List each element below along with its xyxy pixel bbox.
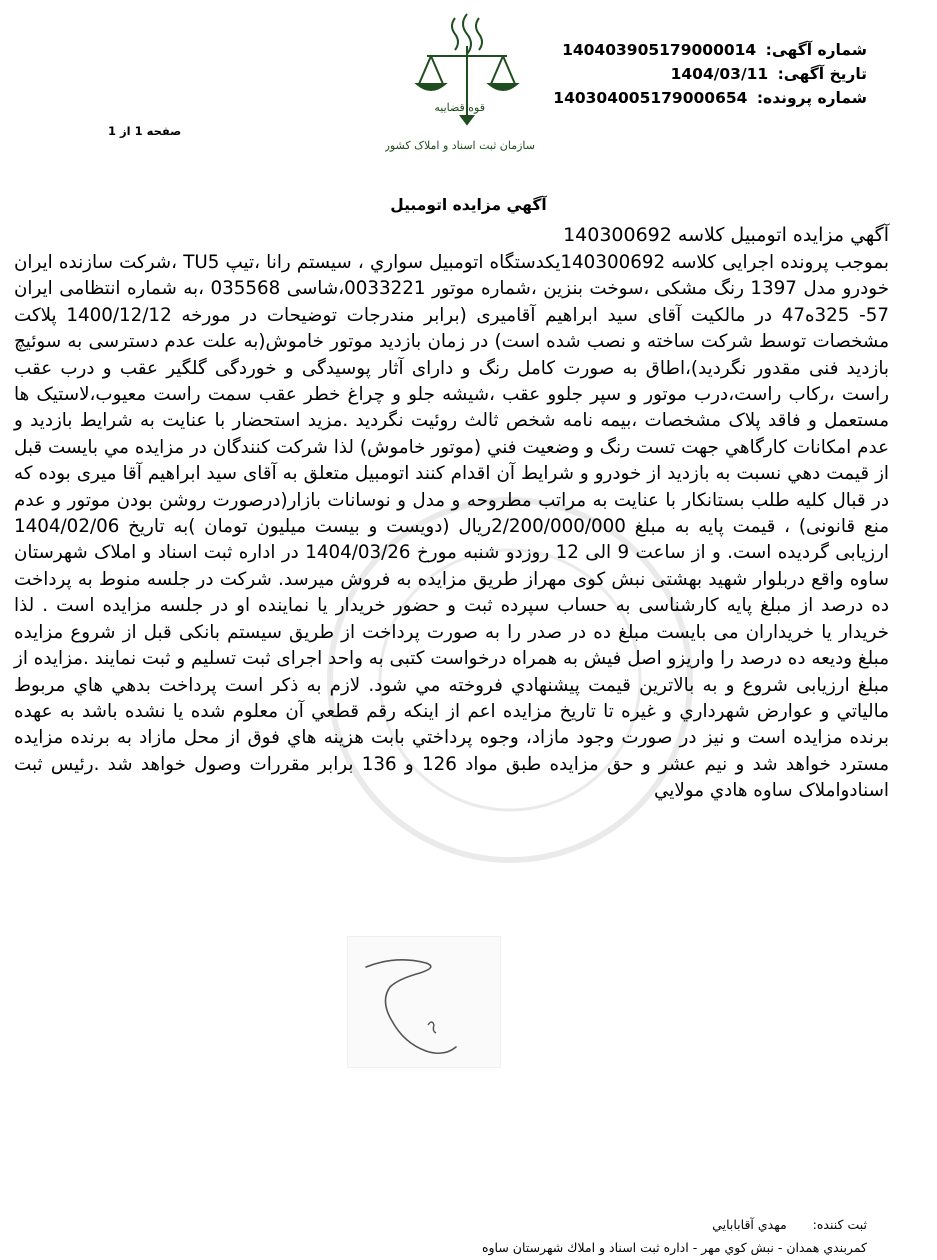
judiciary-emblem-icon bbox=[385, 6, 555, 156]
signature-image bbox=[347, 936, 501, 1068]
case-number-label: شماره پرونده: bbox=[756, 89, 867, 107]
ad-number: 140403905179000014 bbox=[562, 41, 757, 59]
ad-number-row bbox=[553, 38, 867, 62]
footer-address: كمربندي همدان - نبش كوي مهر - اداره ثبت اسناد و املاك شهرستان ساوه bbox=[481, 1240, 867, 1255]
svg-text:سازمان ثبت اسناد و املاک کشور: سازمان ثبت اسناد و املاک کشور bbox=[385, 139, 535, 152]
ad-number-label: شماره آگهی: bbox=[765, 41, 867, 59]
header-meta bbox=[553, 38, 867, 110]
case-number-row bbox=[553, 86, 867, 110]
recorder-name: مهدي آقابابايي bbox=[712, 1217, 787, 1232]
document-subtitle: آگهي مزايده اتومبيل كلاسه 140300692 bbox=[563, 224, 889, 246]
notice-body: بموجب پرونده اجرايی كلاسه 140300692يكدستگاه اتومبيل سواري ، سيستم رانا ،تيپ TU5 ،شركت سازنده ايران خودرو مدل 1397 رنگ مشكی ،سوخت بنزين ،شماره موتور 0033221،شاسی 035568 ،به شماره انتظامی ايران 57- 325ه47 در مالكيت آقای سيد ابراهيم آقاميری (برابر مندرجات توضيحات در مورخه 1400/12/12 پلاكت مشخصات توسط شركت ساخته و نصب شده است) در زمان بازديد موتور خاموش(به علت عدم دسترسی به سوئيچ بازديد فنی مقدور نگرديد)،اطاق به صورت كامل رنگ و دارای آثار پوسيدگی و خوردگی گلگير عقب و درب عقب راست ،ركاب راست،درب موتور و سپر جلوو عقب ،شيشه جلو و چراغ خطر عقب سمت راست معيوب،لاستيک ها مستعمل و فاقد پلاک مشخصات ،بيمه نامه شخص ثالث روئيت نگرديد .مزيد استحضار با عنايت به شرايط بازديد و عدم امكانات كارگاهي جهت تست رنگ و وضعيت فني (موتور خاموش) لذا شركت كنندگان در مزايده مي بايست قبل از قيمت دهي نسبت به بازديد از خودرو و شرايط آن اقدام كنند اتومبيل متعلق به آقای سيد ابراهيم آقا ميری بوده كه در قبال كليه طلب بستانكار با عنايت به مراتب مطروحه و مدل و نوسانات بازار(درصورت روشن بودن موتور و عدم منع قانونی) ، قيمت پايه به مبلغ 2/200/000/000ريال (دويست و بيست ميليون تومان )به تاريخ 1404/02/06 ارزيابی گرديده است. و از ساعت 9 الی 12 روزدو شنبه مورخ 1404/03/26 در اداره ثبت اسناد و املاک شهرستان ساوه واقع دربلوار شهيد بهشتی نبش كوی مهراز طريق مزايده به فروش ميرسد. شركت در جلسه منوط به پرداخت ده درصد از مبلغ پايه كارشناسی به حساب سپرده ثبت و حضور خريدار يا نماينده او در جلسه مزايده است . لذا خريدار يا خريداران می بايست مبلغ ده در صدر را به صورت پرداخت از طريق سيستم بانكی قبل از شروع مزايده مبلغ وديعه ده درصد را واريزو اصل فيش به همراه درخواست كتبی به واحد اجرای ثبت تسليم و ثبت نمايند .مزايده از مبلغ ارزيابی شروع و به بالاترين قيمت پيشنهادي فروخته مي شود. لازم به ذكر است پرداخت بدهي هاي مربوط مالياتي و عوارض شهرداري و غيره تا تاريخ مزايده اعم از اينكه رقم قطعي آن معلوم شده يا نشده باشد به عهده برنده مزايده است و نيز در صورت وجود مازاد، وجوه پرداختي بابت هزينه هاي فوق از محل مازاد به برنده مزايده مسترد خواهد شد و نيم عشر و حق مزايده طبق مواد 126 و 136 برابر مقررات وصول خواهد شد .رئيس ثبت اسنادواملاک ساوه هادي مولايي bbox=[14, 252, 890, 802]
recorder-label: ثبت كننده: bbox=[812, 1217, 867, 1232]
ad-date-row bbox=[553, 62, 867, 86]
footer-recorder bbox=[712, 1217, 867, 1232]
case-number: 140304005179000654 bbox=[553, 89, 748, 107]
ad-date: 1404/03/11 bbox=[670, 65, 769, 83]
page-indicator: صفحه 1 از 1 bbox=[108, 124, 182, 138]
document-title: آگهي مزايده اتومبيل bbox=[390, 196, 547, 214]
svg-text:قوه قضاییه: قوه قضاییه bbox=[434, 101, 485, 114]
ad-date-label: تاریخ آگهی: bbox=[777, 65, 867, 83]
